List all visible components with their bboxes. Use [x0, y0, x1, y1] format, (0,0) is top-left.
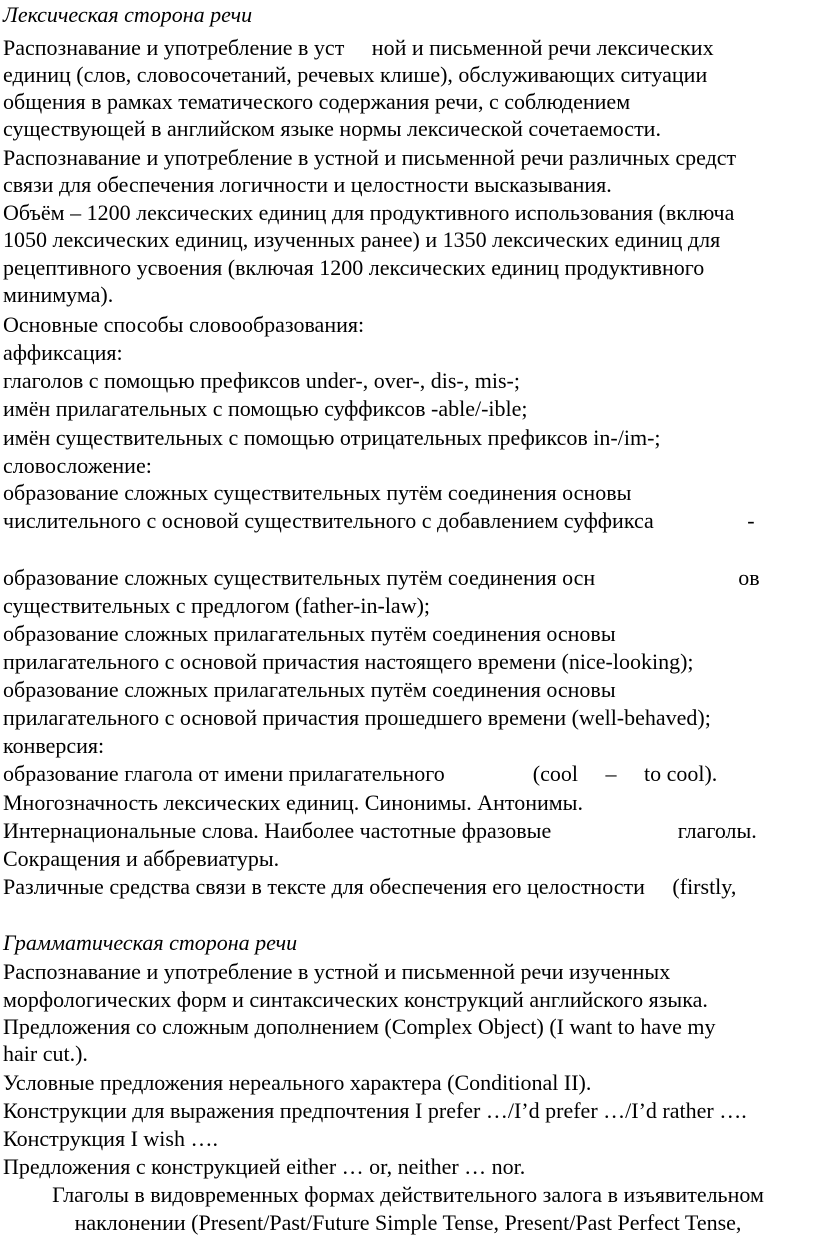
grammar-line: Предложения со сложным дополнением (Complex Object) (I want to have my [3, 1014, 716, 1039]
grammar-line: Конструкции для выражения предпочтения I prefer …/I’d prefer …/I’d rather …. [3, 1098, 747, 1123]
lexical-line: имён существительных с помощью отрицательных префиксов in-/im-; [3, 425, 661, 450]
lexical-line: Объём – 1200 лексических единиц для продуктивного использования (включа [3, 200, 735, 225]
lexical-line: аффиксация: [3, 340, 123, 365]
lexical-line: существительных с предлогом (father-in-law); [3, 593, 431, 618]
lexical-line: образование сложных существительных путём соединения основы [3, 480, 632, 505]
lexical-line: существующей в английском языке нормы лексической сочетаемости. [3, 116, 661, 141]
grammar-line: морфологических форм и синтаксических конструкций английского языка. [3, 987, 708, 1012]
grammar-line: hair cut.). [3, 1041, 88, 1066]
lexical-line: минимума). [3, 282, 114, 307]
lexical-line: 1050 лексических единиц, изученных ранее) и 1350 лексических единиц для [3, 227, 721, 252]
grammar-line: Условные предложения нереального характера (Conditional II). [3, 1070, 592, 1095]
lexical-line: Сокращения и аббревиатуры. [3, 846, 280, 871]
lexical-line: общения в рамках тематического содержания речи, с соблюдением [3, 89, 631, 114]
lexical-line: Основные способы словообразования: [3, 312, 365, 337]
lexical-line: словосложение: [3, 453, 152, 478]
lexical-line: единиц (слов, словосочетаний, речевых клише), обслуживающих ситуации [3, 62, 708, 87]
lexical-line: образование сложных прилагательных путём соединения основы [3, 677, 616, 702]
lexical-line: Распознавание и употребление в уст ной и письменной речи лексических [3, 35, 714, 60]
lexical-line: прилагательного с основой причастия прошедшего времени (well-behaved); [3, 705, 711, 730]
lexical-line: связи для обеспечения логичности и целостности высказывания. [3, 172, 612, 197]
grammar-line: Распознавание и употребление в устной и письменной речи изученных [3, 959, 671, 984]
lexical-line: числительного с основой существительного с добавлением суффикса - [3, 508, 755, 533]
lexical-line: образование сложных прилагательных путём соединения основы [3, 621, 616, 646]
lexical-line: Различные средства связи в тексте для обеспечения его целостности (firstly, [3, 874, 737, 899]
lexical-heading: Лексическая сторона речи [3, 2, 253, 27]
lexical-line: образование сложных существительных путём соединения осн ов [3, 565, 760, 590]
lexical-line: Распознавание и употребление в устной и письменной речи различных средст [3, 145, 737, 170]
grammar-heading: Грамматическая сторона речи [3, 930, 298, 955]
grammar-line: Предложения с конструкцией either … or, neither … nor. [3, 1154, 526, 1179]
grammar-centered-line: наклонении (Present/Past/Future Simple Tense, Present/Past Perfect Tense, [74, 1210, 742, 1235]
lexical-line: Интернациональные слова. Наиболее частотные фразовые глаголы. [3, 818, 757, 843]
grammar-line: Конструкция I wish …. [3, 1126, 218, 1151]
lexical-line: Многозначность лексических единиц. Синонимы. Антонимы. [3, 790, 583, 815]
lexical-line: глаголов с помощью префиксов under-, over-, dis-, mis-; [3, 368, 520, 393]
lexical-line: прилагательного с основой причастия настоящего времени (nice-looking); [3, 649, 694, 674]
lexical-line: образование глагола от имени прилагательного (cool – to cool). [3, 761, 718, 786]
grammar-centered-line: Глаголы в видовременных формах действительного залога в изъявительном [52, 1182, 764, 1207]
lexical-line: имён прилагательных с помощью суффиксов -able/-ible; [3, 396, 528, 421]
lexical-line: конверсия: [3, 733, 105, 758]
lexical-line: рецептивного усвоения (включая 1200 лексических единиц продуктивного [3, 255, 705, 280]
